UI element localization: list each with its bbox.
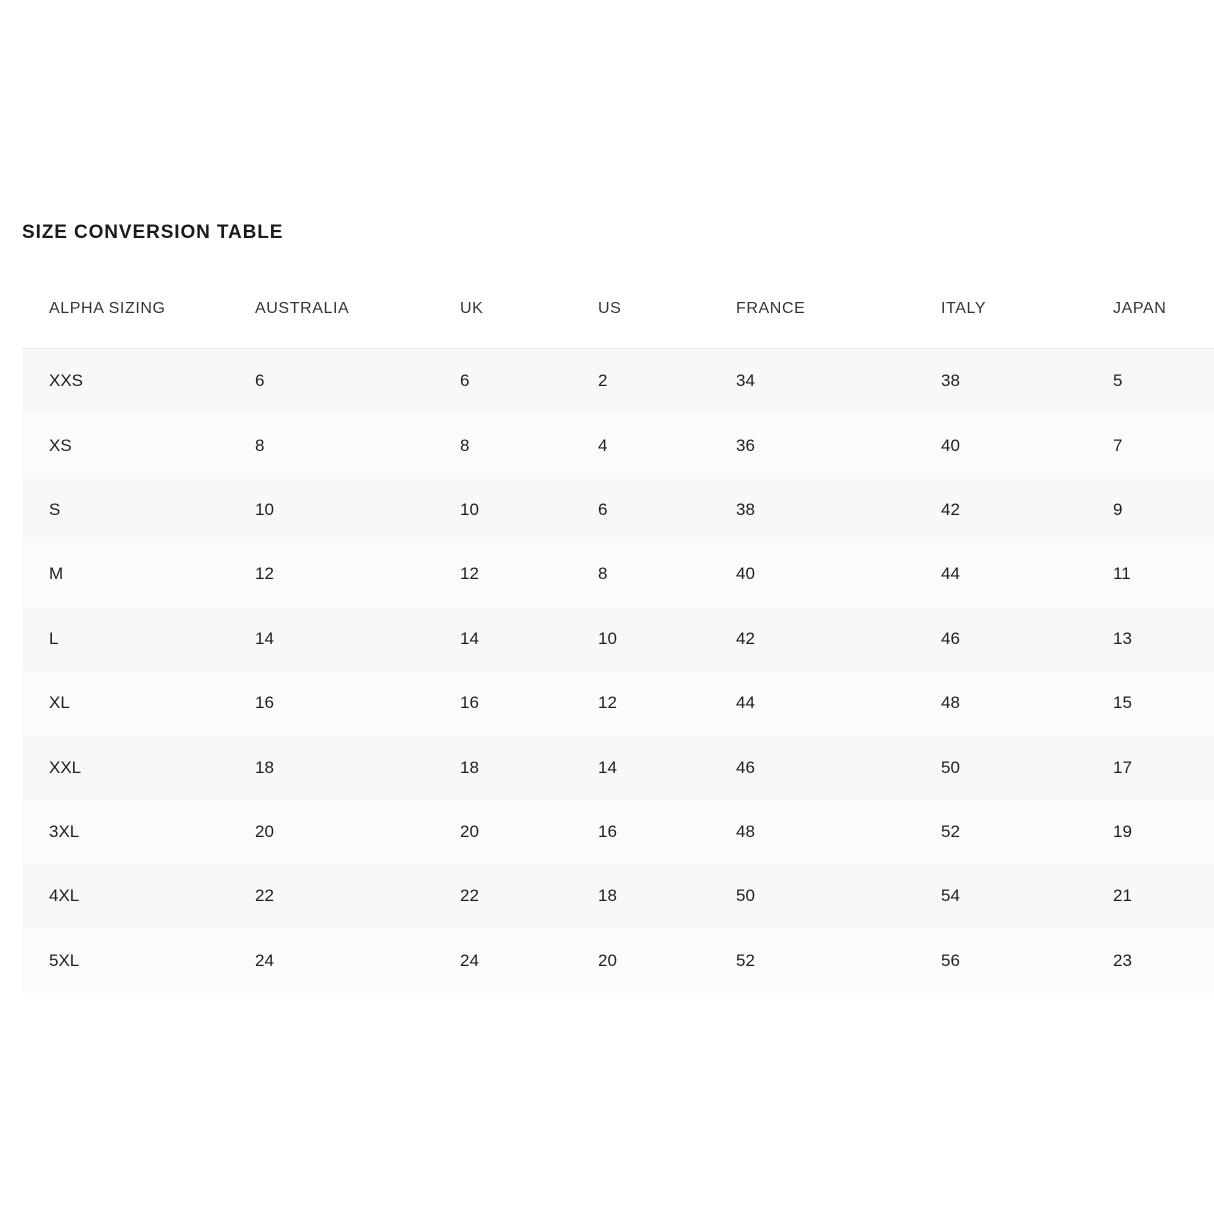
cell-alpha: XXS <box>22 349 228 414</box>
cell-australia: 24 <box>228 929 433 993</box>
cell-france: 40 <box>709 542 914 606</box>
cell-australia: 16 <box>228 671 433 735</box>
cell-italy: 54 <box>914 864 1086 928</box>
cell-france: 52 <box>709 929 914 993</box>
table-row <box>22 478 1214 542</box>
table-row <box>22 864 1214 928</box>
cell-japan: 9 <box>1086 478 1214 542</box>
cell-uk: 14 <box>433 607 571 671</box>
table-row <box>22 413 1214 477</box>
cell-us: 2 <box>571 349 709 414</box>
cell-uk: 6 <box>433 349 571 414</box>
cell-italy: 50 <box>914 735 1086 799</box>
cell-us: 18 <box>571 864 709 928</box>
cell-japan: 11 <box>1086 542 1214 606</box>
size-conversion-table <box>22 270 1214 993</box>
cell-japan: 15 <box>1086 671 1214 735</box>
cell-us: 4 <box>571 413 709 477</box>
cell-italy: 56 <box>914 929 1086 993</box>
cell-alpha: 5XL <box>22 929 228 993</box>
cell-australia: 6 <box>228 349 433 414</box>
cell-italy: 46 <box>914 607 1086 671</box>
cell-us: 14 <box>571 735 709 799</box>
cell-alpha: XL <box>22 671 228 735</box>
cell-japan: 17 <box>1086 735 1214 799</box>
cell-uk: 20 <box>433 800 571 864</box>
cell-uk: 10 <box>433 478 571 542</box>
cell-us: 10 <box>571 607 709 671</box>
header-japan: JAPAN <box>1086 270 1214 349</box>
cell-australia: 14 <box>228 607 433 671</box>
table-title: SIZE CONVERSION TABLE <box>22 222 284 243</box>
cell-uk: 24 <box>433 929 571 993</box>
cell-uk: 18 <box>433 735 571 799</box>
cell-japan: 5 <box>1086 349 1214 414</box>
cell-alpha: 3XL <box>22 800 228 864</box>
cell-france: 34 <box>709 349 914 414</box>
cell-france: 50 <box>709 864 914 928</box>
cell-italy: 40 <box>914 413 1086 477</box>
cell-alpha: L <box>22 607 228 671</box>
cell-italy: 38 <box>914 349 1086 414</box>
table-header-row <box>22 270 1214 349</box>
cell-uk: 22 <box>433 864 571 928</box>
cell-alpha: XXL <box>22 735 228 799</box>
cell-italy: 42 <box>914 478 1086 542</box>
cell-australia: 8 <box>228 413 433 477</box>
table-row <box>22 542 1214 606</box>
cell-us: 20 <box>571 929 709 993</box>
cell-japan: 13 <box>1086 607 1214 671</box>
cell-france: 46 <box>709 735 914 799</box>
cell-japan: 23 <box>1086 929 1214 993</box>
header-france: FRANCE <box>709 270 914 349</box>
cell-us: 12 <box>571 671 709 735</box>
cell-uk: 8 <box>433 413 571 477</box>
cell-us: 8 <box>571 542 709 606</box>
header-uk: UK <box>433 270 571 349</box>
table-row <box>22 607 1214 671</box>
cell-italy: 52 <box>914 800 1086 864</box>
table-row <box>22 929 1214 993</box>
cell-uk: 16 <box>433 671 571 735</box>
cell-australia: 20 <box>228 800 433 864</box>
table-row <box>22 800 1214 864</box>
cell-france: 36 <box>709 413 914 477</box>
cell-uk: 12 <box>433 542 571 606</box>
cell-italy: 44 <box>914 542 1086 606</box>
cell-france: 44 <box>709 671 914 735</box>
cell-australia: 22 <box>228 864 433 928</box>
cell-france: 48 <box>709 800 914 864</box>
cell-alpha: M <box>22 542 228 606</box>
cell-australia: 18 <box>228 735 433 799</box>
cell-japan: 7 <box>1086 413 1214 477</box>
table-row <box>22 349 1214 414</box>
header-alpha-sizing: ALPHA SIZING <box>22 270 228 349</box>
cell-japan: 21 <box>1086 864 1214 928</box>
cell-france: 42 <box>709 607 914 671</box>
header-australia: AUSTRALIA <box>228 270 433 349</box>
cell-france: 38 <box>709 478 914 542</box>
header-italy: ITALY <box>914 270 1086 349</box>
cell-us: 16 <box>571 800 709 864</box>
table-row <box>22 671 1214 735</box>
header-us: US <box>571 270 709 349</box>
cell-italy: 48 <box>914 671 1086 735</box>
cell-australia: 10 <box>228 478 433 542</box>
cell-alpha: S <box>22 478 228 542</box>
cell-australia: 12 <box>228 542 433 606</box>
cell-japan: 19 <box>1086 800 1214 864</box>
table-row <box>22 735 1214 799</box>
cell-alpha: XS <box>22 413 228 477</box>
cell-alpha: 4XL <box>22 864 228 928</box>
cell-us: 6 <box>571 478 709 542</box>
